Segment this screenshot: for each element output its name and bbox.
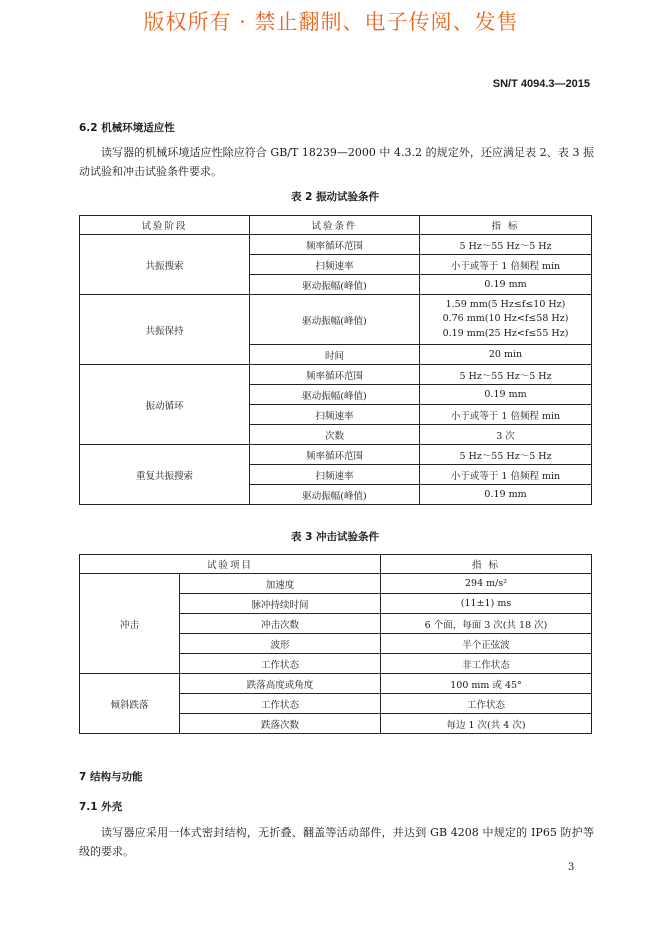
test-value-cell (420, 295, 592, 345)
table2-header-value: 指 标 (420, 216, 592, 235)
test-condition-cell: 驱动振幅(峰值) (250, 295, 420, 345)
test-value-cell: 半个正弦波 (381, 634, 592, 654)
test-value-cell: (11±1) ms (381, 594, 592, 614)
test-value-cell (420, 235, 592, 255)
test-value-cell (420, 255, 592, 275)
test-param-cell: 脉冲持续时间 (180, 594, 381, 614)
value-line: 小于或等于 1 倍频程 min (450, 470, 561, 482)
test-condition-cell: 扫频速率 (250, 465, 420, 485)
table3-header-value: 指 标 (381, 555, 592, 574)
test-value-cell (420, 345, 592, 365)
table2-caption: 表 2 振动试验条件 (290, 191, 380, 203)
vibration-test-table (79, 215, 592, 505)
table2-header-stage: 试验阶段 (80, 216, 250, 235)
test-value-cell (420, 465, 592, 485)
shock-test-table (79, 554, 592, 734)
value-line: 小于或等于 1 倍频程 min (450, 260, 561, 272)
test-param-cell: 加速度 (180, 574, 381, 594)
value-line: 0.19 mm (484, 389, 527, 400)
test-condition-cell: 频率循环范围 (250, 365, 420, 385)
test-condition-cell: 时间 (250, 345, 420, 365)
value-line: 1.59 mm(5 Hz≤f≤10 Hz) (445, 298, 566, 310)
test-value-cell (420, 485, 592, 505)
value-line: 0.76 mm(10 Hz<f≤58 Hz) (442, 313, 569, 325)
value-line: 5 Hz～55 Hz～5 Hz (459, 450, 552, 462)
watermark-banner: 版权所有 · 禁止翻制、电子传阅、发售 (143, 10, 519, 34)
table2-header-condition: 试验条件 (250, 216, 420, 235)
test-param-cell: 跌落高度或角度 (180, 674, 381, 694)
table-row (80, 365, 592, 385)
test-value-cell (420, 405, 592, 425)
test-param-cell: 工作状态 (180, 654, 381, 674)
test-value-cell: 非工作状态 (381, 654, 592, 674)
test-condition-cell: 频率循环范围 (250, 235, 420, 255)
table-row (80, 674, 592, 694)
value-line: 小于或等于 1 倍频程 min (450, 410, 561, 422)
test-stage-cell: 振动循环 (80, 365, 250, 445)
test-condition-cell: 次数 (250, 425, 420, 445)
table-row (80, 295, 592, 345)
section-6-2-paragraph: 读写器的机械环境适应性除应符合 GB/T 18239—2000 中 4.3.2 的规定外，还应满足表 2、表 3 振动试验和冲击试验条件要求。 (79, 146, 594, 178)
standard-number: SN/T 4094.3—2015 (492, 78, 590, 90)
test-condition-cell: 扫频速率 (250, 255, 420, 275)
test-value-cell (420, 425, 592, 445)
test-stage-cell: 共振保持 (80, 295, 250, 365)
test-condition-cell: 扫频速率 (250, 405, 420, 425)
test-value-cell (420, 275, 592, 295)
table-row (80, 574, 592, 594)
test-value-cell: 每边 1 次(共 4 次) (381, 714, 592, 734)
test-value-cell (420, 445, 592, 465)
value-line: 0.19 mm (484, 279, 527, 290)
test-condition-cell: 驱动振幅(峰值) (250, 485, 420, 505)
value-line: 3 次 (496, 430, 515, 442)
test-item-cell: 倾斜跌落 (80, 674, 180, 734)
test-item-cell: 冲击 (80, 574, 180, 674)
test-value-cell: 100 mm 或 45° (381, 674, 592, 694)
test-condition-cell: 驱动振幅(峰值) (250, 385, 420, 405)
test-value-cell: 294 m/s² (381, 574, 592, 594)
test-param-cell: 工作状态 (180, 694, 381, 714)
value-line: 5 Hz～55 Hz～5 Hz (459, 370, 552, 382)
test-param-cell: 冲击次数 (180, 614, 381, 634)
test-condition-cell: 驱动振幅(峰值) (250, 275, 420, 295)
section-7-1-paragraph: 读写器应采用一体式密封结构，无折叠、翻盖等活动部件，并达到 GB 4208 中规定的 IP65 防护等级的要求。 (79, 826, 594, 858)
test-param-cell: 跌落次数 (180, 714, 381, 734)
test-param-cell: 波形 (180, 634, 381, 654)
test-stage-cell: 共振搜索 (80, 235, 250, 295)
table3-caption: 表 3 冲击试验条件 (290, 531, 380, 543)
value-line: 0.19 mm(25 Hz<f≤55 Hz) (442, 327, 569, 339)
test-value-cell (420, 385, 592, 405)
test-condition-cell: 频率循环范围 (250, 445, 420, 465)
section-7-title: 7 结构与功能 (79, 771, 143, 783)
value-line: 5 Hz～55 Hz～5 Hz (459, 240, 552, 252)
section-6-2-title: 6.2 机械环境适应性 (79, 122, 175, 134)
value-line: 0.19 mm (484, 489, 527, 500)
value-line: 20 min (488, 349, 523, 360)
test-stage-cell: 重复共振搜索 (80, 445, 250, 505)
table-row (80, 445, 592, 465)
test-value-cell: 工作状态 (381, 694, 592, 714)
page-number: 3 (568, 862, 575, 873)
test-value-cell: 6 个面，每面 3 次(共 18 次) (381, 614, 592, 634)
table3-header-item: 试验项目 (80, 555, 381, 574)
table-row (80, 235, 592, 255)
test-value-cell (420, 365, 592, 385)
section-7-1-title: 7.1 外壳 (79, 801, 123, 813)
